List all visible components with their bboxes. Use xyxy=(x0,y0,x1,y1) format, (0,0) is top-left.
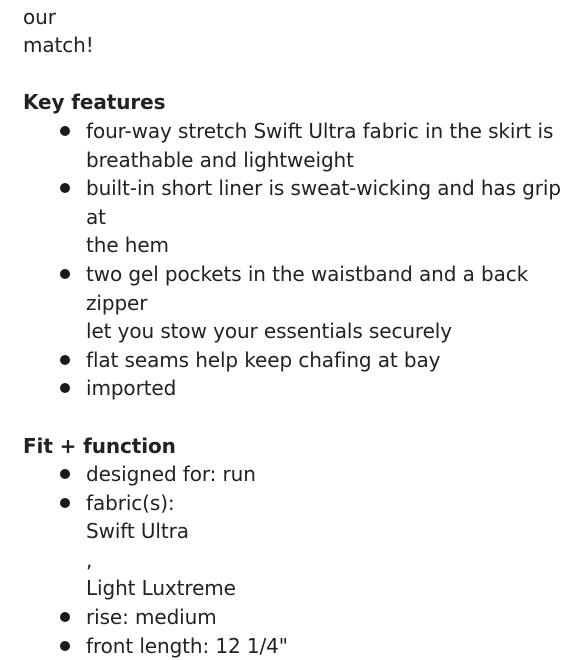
spacer xyxy=(23,403,568,432)
intro-line: match! xyxy=(23,31,568,60)
list-item-text: rise: medium xyxy=(86,603,568,632)
fit-function-list xyxy=(23,460,568,660)
bullet-icon xyxy=(60,469,70,479)
list-item xyxy=(86,460,568,489)
list-item xyxy=(86,260,568,346)
list-item-text: imported xyxy=(86,374,568,403)
key-features-section xyxy=(23,88,568,403)
list-item xyxy=(86,603,568,632)
bullet-icon xyxy=(60,383,70,393)
list-item-text: flat seams help keep chafing at bay xyxy=(86,346,568,375)
bullet-icon xyxy=(60,126,70,136)
list-item-text: designed for: run xyxy=(86,460,568,489)
intro-line: our xyxy=(23,0,568,31)
list-item-text: four-way stretch Swift Ultra fabric in the skirt is xyxy=(86,117,568,146)
list-item-text: two gel pockets in the waistband and a back zipper xyxy=(86,260,568,317)
list-item-text: Light Luxtreme xyxy=(86,574,568,603)
fit-function-heading: Fit + function xyxy=(23,432,568,461)
bullet-icon xyxy=(60,498,70,508)
fit-function-section xyxy=(23,432,568,660)
list-item-text: the hem xyxy=(86,231,568,260)
list-item xyxy=(86,632,568,660)
list-item-text: , xyxy=(86,546,568,575)
list-item-text: let you stow your essentials securely xyxy=(86,317,568,346)
bullet-icon xyxy=(60,641,70,651)
list-item xyxy=(86,174,568,260)
bullet-icon xyxy=(60,612,70,622)
list-item xyxy=(86,346,568,375)
list-item xyxy=(86,374,568,403)
product-description xyxy=(23,0,568,660)
list-item-text: Swift Ultra xyxy=(86,517,568,546)
list-item-text: fabric(s): xyxy=(86,489,568,518)
list-item-text: front length: 12 1/4" xyxy=(86,632,568,660)
bullet-icon xyxy=(60,269,70,279)
intro-paragraph xyxy=(23,0,568,60)
list-item xyxy=(86,117,568,174)
spacer xyxy=(23,60,568,89)
key-features-list xyxy=(23,117,568,403)
key-features-heading: Key features xyxy=(23,88,568,117)
list-item-text: breathable and lightweight xyxy=(86,146,568,175)
bullet-icon xyxy=(60,183,70,193)
list-item xyxy=(86,489,568,603)
list-item-text: built-in short liner is sweat-wicking and has grip at xyxy=(86,174,568,231)
bullet-icon xyxy=(60,355,70,365)
